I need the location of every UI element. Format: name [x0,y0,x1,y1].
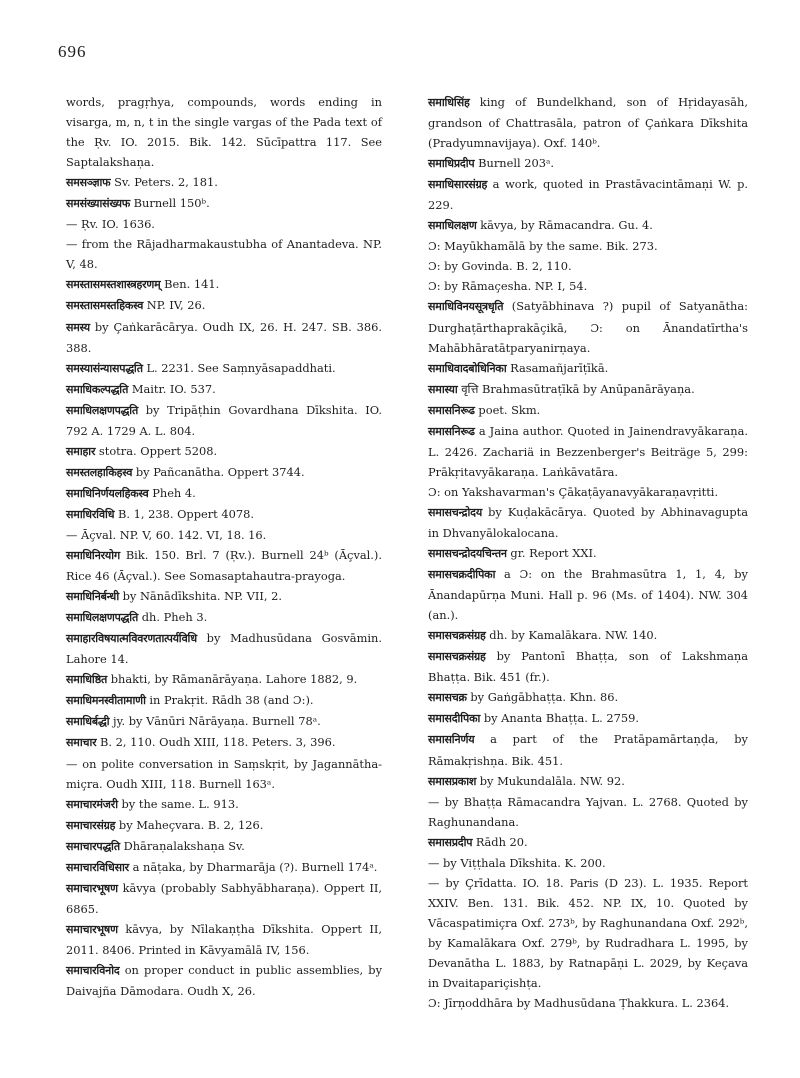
entry-text: by Nānādīkshita. NP. VII, 2. [122,589,283,604]
entry-text: Dhāraṇalakshaṇa Sv. [123,838,245,853]
right-column [428,92,748,1013]
entry-text: Ɔ: by Govinda. B. 2, 110. [428,259,572,274]
entry-headword: समासचक्रसंग्रह [428,650,486,664]
entry-text: by Gaṅgābhaṭṭa. Khn. 86. [470,690,619,705]
entry-text: Sv. Peters. 2, 181. [114,175,218,190]
entry-text: Rādh 20. [475,834,528,849]
entry-text: stotra. Oppert 5208. [98,443,218,458]
entry-headword: समाधिर्बद्धी [66,715,110,729]
dictionary-entry [428,215,748,236]
entry-text: B. 2, 110. Oudh XIII, 118. Peters. 3, 396. [100,735,336,750]
entry-text: Bik. 150. Brl. 7 (Ṛv.). Burnell 24ᵇ (Āçval.). Rice 46 (Āçval.). See Somasaptahautra-prayoga. [66,548,382,584]
entry-text: by Pañcanātha. Oppert 3744. [135,464,305,479]
entry-text: king of Bundelkhand, son of Hṛidayasāh, grandson of Chattrasāla, patron of Çaṅkara Dīkshita (Pradyumnavijaya). Oxf. 140ᵇ. [428,95,748,151]
entry-text: L. 2231. See Saṃnyāsapaddhati. [146,360,336,375]
dictionary-entry [66,711,382,732]
dictionary-entry [66,732,382,753]
entry-text: Maitr. IO. 537. [131,381,216,396]
entry-headword: समाधिविनयसूत्रधृति [428,300,504,314]
dictionary-entry [66,462,382,483]
entry-headword: समस्य [66,320,90,334]
dictionary-entry [66,586,382,607]
dictionary-entry [428,92,748,153]
entry-headword: समाधिलक्षणपद्धति [66,403,139,417]
entry-headword: समासनिर्णय [428,733,475,747]
entry-text: by the same. L. 913. [121,796,239,811]
dictionary-entry [66,836,382,857]
entry-headword: समाचारभूषण [66,922,118,936]
entry-headword: समसञ्ज्ञाफ [66,176,111,190]
entry-headword: समाचारपद्धति [66,839,120,853]
entry-headword: समाचारविधिसार [66,860,129,874]
entry-text: Ɔ: by Rāmaçesha. NP. I, 54. [428,279,588,294]
entry-text: Ɔ: Jīrṇoddhāra by Madhusūdana Ṭhakkura. L. 2364. [428,996,730,1011]
dictionary-entry [66,92,382,172]
dictionary-entry [66,754,382,794]
entry-headword: समाधिष्ठित [66,673,108,687]
entry-headword: समासचक्रसंग्रह [428,629,486,643]
dictionary-entry [428,646,748,687]
entry-headword: समासदीपिका [428,712,481,726]
dictionary-entry [66,545,382,586]
entry-text: a Ɔ: on the Brahmasūtra 1, 1, 4, by Ānandapūrṇa Muni. Hall p. 96 (Ms. of 1404). NW. 304 (an.). [428,567,748,623]
entry-text: — by Viṭṭhala Dīkshita. K. 200. [428,855,606,870]
dictionary-entry [428,832,748,853]
dictionary-entry [66,234,382,274]
entry-headword: समास्या [428,382,458,396]
entry-text: Pheh 4. [152,485,196,500]
dictionary-entry [428,853,748,873]
entry-headword: समाचारविनोद [66,963,120,977]
entry-text: by Çaṅkarācārya. Oudh IX, 26. H. 247. SB. 386. 388. [66,319,382,355]
dictionary-entry [66,919,382,960]
entry-headword: समासचन्द्रोदय [428,505,482,519]
entry-headword: समाधिसारसंग्रह [428,178,488,192]
dictionary-entry [428,729,748,770]
page-number: 696 [58,42,87,61]
dictionary-entry [66,317,382,358]
entry-text: kāvya (probably Sabhyābharaṇa). Oppert II, 6865. [66,880,382,916]
dictionary-entry [428,792,748,832]
dictionary-entry [66,504,382,525]
entry-text: Burnell 203ᵃ. [478,156,555,171]
dictionary-entry [66,379,382,400]
dictionary-entry [428,993,748,1013]
entry-text: by Maheçvara. B. 2, 126. [118,817,264,832]
entry-headword: समस्तलहाकिहस्व [66,465,133,479]
entry-text: by Ananta Bhaṭṭa. L. 2759. [483,711,639,726]
entry-headword: समाधिरविधि [66,507,115,521]
entry-text: words, pragṛhya, compounds, words ending in visarga, m, n, t in the single vargas of the Pada text of the Ṛv. IO. 2015. Bik. 142. Sūcīpattra 117. See Saptalakshaṇa. [66,95,382,170]
dictionary-entry [66,483,382,504]
entry-headword: समासचक्र [428,691,467,705]
entry-headword: समसंख्यासंख्यफ [66,197,131,211]
dictionary-entry [428,543,748,564]
dictionary-entry [66,193,382,214]
entry-text: B. 1, 238. Oppert 4078. [117,506,254,521]
entry-text: on proper conduct in public assemblies, by Daivajña Dāmodara. Oudh X, 26. [66,962,383,999]
dictionary-entry [428,358,748,379]
dictionary-entry [428,687,748,708]
entry-text: वृत्ति Brahmasūtraṭīkā by Anūpanārāyaṇa. [461,381,695,396]
entry-headword: समासनिरूढ [428,424,475,438]
entry-headword: समाधिप्रदीप [428,157,475,171]
entry-headword: समासनिरूढ [428,403,475,417]
entry-headword: समासचक्रदीपिका [428,568,496,582]
dictionary-entry [428,502,748,543]
dictionary-entry [66,172,382,193]
entry-text: — on polite conversation in Saṃskṛit, by Jagannātha-miçra. Oudh XIII, 118. Burnell 163ᵃ. [66,756,382,791]
entry-headword: समासचन्द्रोदयचिन्तन [428,547,507,561]
entry-text: by Madhusūdana Gosvāmin. Lahore 14. [66,631,382,667]
dictionary-entry [66,628,382,669]
dictionary-entry [428,174,748,215]
entry-headword: समाधिसिंह [428,96,470,109]
entry-headword: समासप्रदीप [428,835,473,849]
dictionary-entry [66,525,382,545]
dictionary-entry [428,236,748,256]
dictionary-entry [66,794,382,815]
dictionary-entry [428,296,748,357]
dictionary-entry [66,815,382,836]
dictionary-entry [428,276,748,296]
entry-text: a nāṭaka, by Dharmarāja (?). Burnell 174ᵃ. [132,859,378,874]
entry-headword: समाधिलक्षण [428,219,477,233]
entry-text: Ben. 141. [164,277,220,292]
entry-text: (Satyābhinava ?) pupil of Satyanātha: Durghaṭārthaprakāçikā, Ɔ: on Ānandatīrtha's Mahābhāratātparyanirṇaya. [428,299,748,355]
entry-text: Burnell 150ᵇ. [133,196,210,211]
entry-headword: समासप्रकाश [428,774,477,788]
entry-text: a work, quoted in Prastāvacintāmaṇi W. p. 229. [428,177,749,213]
dictionary-entry [66,441,382,462]
entry-text: a part of the Pratāpamārtaṇḍa, by Rāmakṛishṇa. Bik. 451. [428,732,748,768]
dictionary-entry [66,690,382,711]
entry-headword: समाधिवादबोधिनिका [428,361,507,375]
entry-headword: समाहार [66,444,96,458]
left-column [66,92,382,1001]
entry-text: gr. Report XXI. [510,546,597,561]
entry-text: — from the Rājadharmakaustubha of Anantadeva. NP. V, 48. [66,237,382,272]
dictionary-entry [428,482,748,502]
entry-headword: समाचारमंजरी [66,797,118,811]
entry-text: dh. by Kamalākara. NW. 140. [489,628,658,643]
entry-headword: समस्तासमस्तहिकस्व [66,299,144,313]
entry-text: by Kuḍakācārya. Quoted by Abhinavagupta in Dhvanyālokalocana. [428,504,748,540]
entry-text: dh. Pheh 3. [141,610,208,625]
entry-text: a Jaina author. Quoted in Jainendravyākaraṇa. L. 2426. Zachariä in Bezzenberger's Beiträge 5, 299: Prākṛitavyākaraṇa. Laṅkāvatāra. [428,423,748,479]
dictionary-entry [428,256,748,276]
entry-headword: समाचारसंग्रह [66,818,116,832]
entry-text: Rasamañjarīṭīkā. [510,360,609,375]
entry-text: — by Bhaṭṭa Rāmacandra Yajvan. L. 2768. Quoted by Raghunandana. [428,794,748,829]
entry-text: by Pantonī Bhaṭṭa, son of Lakshmaṇa Bhaṭṭa. Bik. 451 (fr.). [428,649,748,685]
entry-headword: समस्तासमस्तशास्त्रहरणम् [66,278,161,292]
dictionary-entry [66,857,382,878]
dictionary-entry [428,873,748,993]
entry-headword: समाधिलक्षणपद्धति [66,611,139,625]
dictionary-entry [66,400,382,441]
dictionary-entry [428,771,748,792]
dictionary-entry [428,379,748,400]
dictionary-entry [66,669,382,690]
entry-text: kāvya, by Nīlakaṇṭha Dīkshita. Oppert II, 2011. 8406. Printed in Kāvyamālā IV, 156. [66,921,382,957]
entry-headword: समाधिनिर्णयलहिकस्व [66,486,149,500]
dictionary-entry [428,153,748,174]
entry-text: Ɔ: on Yakshavarman's Çākaṭāyanavyākaraṇavṛitti. [428,484,719,499]
entry-headword: समाधिनिरयोग [66,549,120,563]
entry-text: by Tripāṭhin Govardhana Dīkshita. IO. 792 A. 1729 A. L. 804. [66,402,383,438]
entry-text: kāvya, by Rāmacandra. Gu. 4. [480,218,653,233]
entry-text: — Ṛv. IO. 1636. [66,217,155,232]
entry-headword: समाधिमनस्वीतामाणी [66,694,146,708]
entry-text: Ɔ: Mayūkhamālā by the same. Bik. 273. [428,239,658,254]
dictionary-entry [66,358,382,379]
entry-text: bhakti, by Rāmanārāyaṇa. Lahore 1882, 9. [110,672,358,687]
entry-headword: समाधिकल्पद्धति [66,382,129,396]
dictionary-entry [66,214,382,234]
entry-headword: समाचारभूषण [66,881,118,895]
dictionary-entry [66,878,382,919]
dictionary-entry [66,607,382,628]
entry-headword: समाचार [66,736,97,750]
entry-text: jy. by Vānūri Nārāyaṇa. Burnell 78ᵃ. [113,714,321,729]
entry-text: — Āçval. NP. V, 60. 142. VI, 18. 16. [66,527,267,542]
entry-text: by Mukundalāla. NW. 92. [479,773,625,788]
dictionary-entry [428,564,748,625]
dictionary-entry [66,960,382,1001]
entry-text: poet. Skm. [478,402,541,417]
dictionary-entry [428,708,748,729]
dictionary-entry [66,295,382,316]
dictionary-entry [428,625,748,646]
entry-text: — by Çrīdatta. IO. 18. Paris (D 23). L. 1935. Report XXIV. Ben. 131. Bik. 452. NP. IX, 10. Quoted by Vācaspatimiçra Oxf. 273ᵇ, by Raghunandana Oxf. 292ᵇ, by Kamalākara Oxf. 279ᵇ, by Rudradhara L. 1995, by Devanātha L. 1883, by Ratnapāṇi L. 2029, by Keçava in Dvaitapariçishṭa. [428,875,748,991]
dictionary-entry [66,274,382,295]
entry-headword: समस्यासंन्यासपद्धति [66,361,143,375]
entry-text: NP. IV, 26. [146,298,206,313]
dictionary-entry [428,400,748,421]
dictionary-entry [428,421,748,482]
entry-headword: समाधिनिर्बन्धी [66,590,119,604]
entry-text: in Prakṛit. Rādh 38 (and Ɔ:). [149,693,314,708]
entry-headword: समाहारविषयात्मविवरणतात्पर्यविधि [66,632,197,646]
